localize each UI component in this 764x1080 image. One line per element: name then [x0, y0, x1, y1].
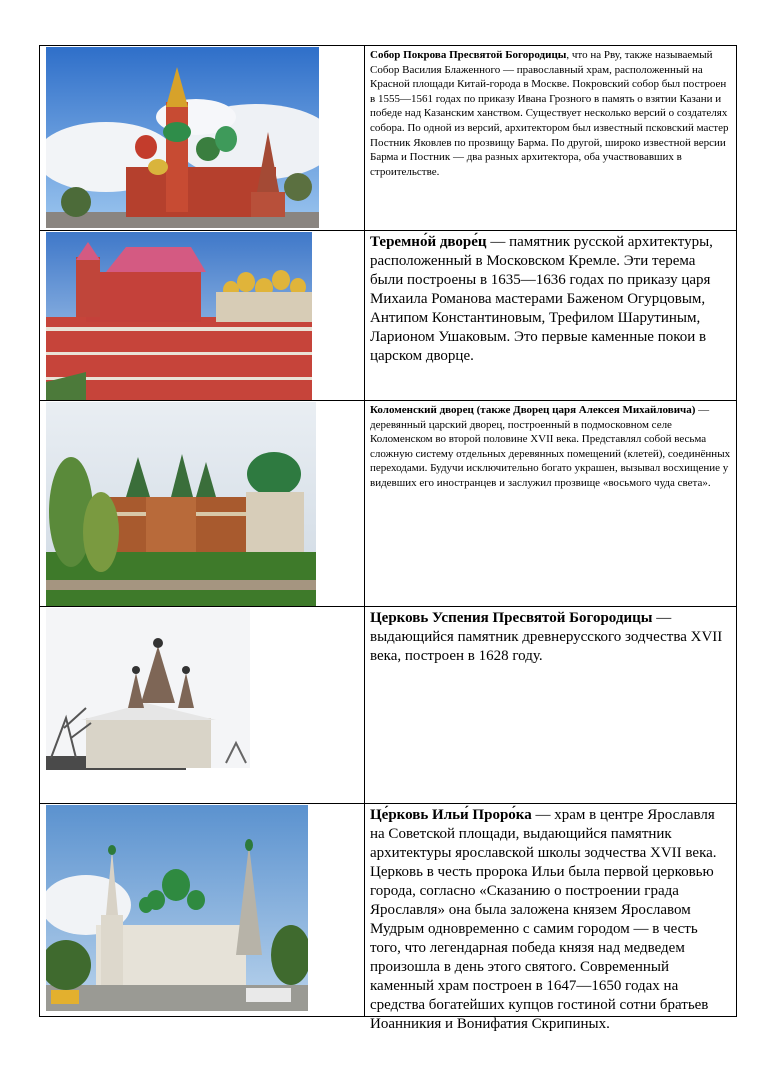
text-cell — [365, 231, 736, 400]
church-of-elijah-photo — [46, 805, 308, 1011]
text-cell — [365, 401, 736, 606]
row-title: Теремно́й дворе́ц — [370, 234, 487, 250]
kolomenskoye-palace-photo — [46, 402, 316, 606]
row-title: Це́рковь Ильи́ Проро́ка — [370, 807, 532, 823]
table-row — [40, 607, 736, 804]
row-title: Собор Покрова Пресвятой Богородицы — [370, 49, 567, 61]
image-cell — [40, 401, 365, 606]
st-basils-cathedral-photo — [46, 47, 319, 228]
row-text: — памятник русской архитектуры, расположенный в Московском Кремле. Эти терема были построены в 1635—1636 годах по приказу царя Михаила Романова мастерами Баженом Огурцовым, Антипом Константиновым, Трефилом Шарутиным, Ларионом Ушаковым. Это первые каменные покои в царском дворце. — [370, 234, 713, 364]
image-cell — [40, 46, 365, 230]
row-text: — выдающийся памятник древнерусского зодчества XVII века, построен в 1628 году. — [370, 610, 723, 664]
row-text: — храм в центре Ярославля на Советской площади, выдающийся памятник архитектуры ярославской школы зодчества XVII века. Церковь в честь пророка Ильи была первой церковью города, согласно «Сказанию о построении града Ярославля» она была заложена князем Ярославом Мудрым одновременно с самим городом — в честь того, что легендарная победа князя над медведем произошла в день этого святого. Современный каменный храм построен в 1647—1650 годах на средства богатейших купцов гостиной сотни братьев Иоанникия и Вонифатия Скрипиных. — [370, 807, 717, 1032]
row-title: Коломенский дворец (также Дворец царя Алексея Михайловича) — [370, 404, 696, 416]
image-cell — [40, 231, 365, 400]
image-cell — [40, 804, 365, 1016]
row-text: , что на Рву, также называемый Собор Василия Блаженного — православный храм, расположенный на Красной площади Китай-города в Москве. Покровский собор был построен в 1555—1561 годах по приказу Ивана Грозного в память о взятии Казани и победе над Казанским ханством. Существует несколько версий о создателях собора. По одной из версий, архитектором был известный псковский мастер Постник Яковлев по прозвищу Барма. По другой, широко известной версии Барма и Постник — два разных архитектора, оба участвовавших в строительстве. — [370, 49, 729, 178]
terem-palace-photo — [46, 232, 312, 400]
table-row — [40, 804, 736, 1032]
image-cell — [40, 607, 365, 803]
text-cell — [365, 46, 736, 230]
table-row — [40, 231, 736, 401]
text-cell — [365, 804, 736, 1032]
text-cell — [365, 607, 736, 803]
monuments-table — [39, 45, 737, 1032]
table-row — [40, 401, 736, 607]
row-title: Церковь Успения Пресвятой Богородицы — [370, 610, 653, 626]
assumption-church-photo — [46, 608, 250, 802]
row-text: — деревянный царский дворец, построенный в подмосковном селе Коломенском во второй половине XVII века. Представлял собой весьма сложную систему отдельных деревянных помещений (клетей), соединённых переходами. Будучи исключительно богато украшен, вызывал восхищение у видевших его иностранцев и заслужил прозвище «восьмого чуда света». — [370, 404, 731, 489]
table-row — [40, 46, 736, 231]
